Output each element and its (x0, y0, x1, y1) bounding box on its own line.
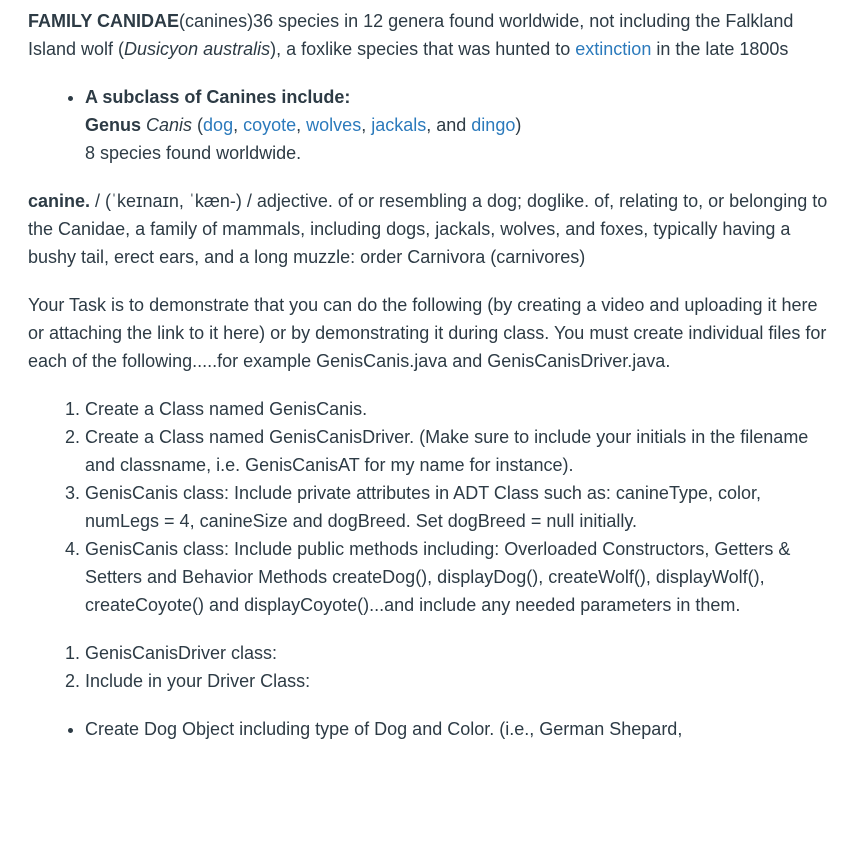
list-item: 3. GenisCanis class: Include private attributes in ADT Class such as: canineType, color, numLegs = 4, canineSize and dogBreed. Set dogBreed = null initially. (85, 479, 828, 535)
list-item: • Create Dog Object including type of Dog and Color. (i.e., German Shepard, (85, 715, 828, 743)
definition-paragraph: canine. / (ˈkeɪnaɪn, ˈkæn-) / adjective. of or resembling a dog; doglike. of, relating to, or belonging to the Canidae, a family of mammals, including dogs, jackals, wolves, and foxes, typically having a bushy tail, erect ears, and a long muzzle: order Carnivora (carnivores) (28, 191, 828, 267)
intro-paragraph: FAMILY CANIDAE(canines)36 species in 12 genera found worldwide, not including the Falkland Island wolf (Dusicyon australis), a foxlike species that was hunted to extinction in the late 1800s (28, 11, 794, 59)
list-item (85, 83, 828, 167)
subclass-list (28, 83, 828, 167)
dingo-link[interactable]: dingo (471, 115, 516, 135)
steps-list (28, 395, 828, 619)
list-item: 1. GenisCanisDriver class: (85, 639, 828, 667)
list-item: 4. GenisCanis class: Include public methods including: Overloaded Constructors, Getters & Setters and Behavior Methods createDog(), displayDog(), createWolf(), displayWolf(), createCoyote() and displayCoyote()...and include any needed parameters in them. (85, 535, 828, 619)
genus-line: Genus Canis (dog, coyote, wolves, jackals, and dingo) (85, 115, 522, 135)
dog-link[interactable]: dog (203, 115, 234, 135)
driver-bullets (28, 715, 828, 743)
definition-word: canine. (28, 191, 91, 211)
species-count: 8 species found worldwide. (85, 143, 302, 163)
species-name: Dusicyon australis (124, 39, 271, 59)
task-paragraph: Your Task is to demonstrate that you can do the following (by creating a video and uploading it here or attaching the link to it here) or by demonstrating it during class. You must create individual files for each of the following.....for example GenisCanis.java and GenisCanisDriver.java. (28, 295, 827, 371)
family-heading: FAMILY CANIDAE (28, 11, 180, 31)
jackals-link[interactable]: jackals (371, 115, 427, 135)
extinction-link[interactable]: extinction (575, 39, 652, 59)
coyote-link[interactable]: coyote (243, 115, 297, 135)
driver-steps-list (28, 639, 828, 695)
subclass-title: A subclass of Canines include: (85, 87, 351, 107)
list-item: 2. Include in your Driver Class: (85, 667, 828, 695)
wolves-link[interactable]: wolves (306, 115, 362, 135)
list-item: 2. Create a Class named GenisCanisDriver. (Make sure to include your initials in the filename and classname, i.e. GenisCanisAT for my name for instance). (85, 423, 828, 479)
list-item: 1. Create a Class named GenisCanis. (85, 395, 828, 423)
